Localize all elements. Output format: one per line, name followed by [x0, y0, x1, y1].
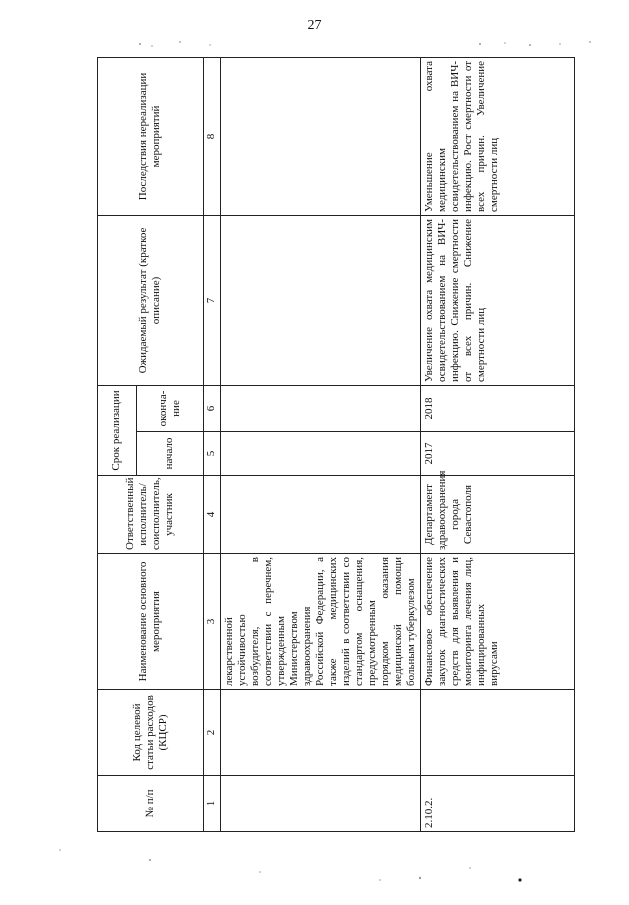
column-number: 3: [203, 554, 220, 690]
column-number-row: [203, 57, 220, 831]
header-num: № п/п: [98, 776, 204, 832]
header-consequence: Последствия нереализации мероприятий: [98, 57, 204, 215]
header-kcsr: Код целевой статьи расходов (КЦСР): [98, 690, 204, 776]
cell-end: [220, 385, 420, 431]
rotated-table-wrapper: [97, 58, 575, 832]
header-start: начало: [136, 432, 203, 476]
cell-result: [220, 215, 420, 385]
cell-result: Увеличение охвата медицинским освидетельствованием на ВИЧ-инфекцию. Снижение смертности от всех причин. Снижение смертности лиц: [420, 215, 574, 385]
measures-table: [97, 57, 575, 832]
cell-executor: Департамент здравоохранения города Севастополя: [420, 476, 574, 554]
header-result: Ожидаемый результат (краткое описание): [98, 215, 204, 385]
cell-num: [220, 776, 420, 832]
column-number: 6: [203, 385, 220, 431]
column-number: 1: [203, 776, 220, 832]
table-row: [220, 57, 420, 831]
column-number: 2: [203, 690, 220, 776]
cell-num: 2.10.2.: [420, 776, 574, 832]
cell-name: Финансовое обеспечение закупок диагностических средств для выявления и мониторинга лечения лиц, инфицированных вирусами: [420, 554, 574, 690]
cell-kcsr: [220, 690, 420, 776]
header-period: Срок реализации: [98, 385, 137, 475]
column-number: 5: [203, 432, 220, 476]
column-number: 4: [203, 476, 220, 554]
header-name: Наименование основного мероприятия: [98, 554, 204, 690]
header-executor: Ответственный исполнитель/ соисполнитель, участник: [98, 476, 204, 554]
cell-end: 2018: [420, 385, 574, 431]
cell-start: [220, 432, 420, 476]
header-row: [98, 57, 137, 831]
header-end: оконча-ние: [136, 385, 203, 431]
column-number: 8: [203, 57, 220, 215]
cell-consequence: [220, 57, 420, 215]
cell-executor: [220, 476, 420, 554]
cell-kcsr: [420, 690, 574, 776]
cell-consequence: Уменьшение охвата медицинским освидетельствованием на ВИЧ-инфекцию. Рост смертности от всех причин. Увеличение смертности лиц: [420, 57, 574, 215]
cell-start: 2017: [420, 432, 574, 476]
table-row: [420, 57, 574, 831]
page-number: 27: [307, 18, 322, 33]
cell-name: лекарственной устойчивостью возбудителя, в соответствии с перечнем, утвержденным Министерством здравоохранения Российской Федерации, а также медицинских изделий в соответствии со стандартом оснащения, предусмотренным порядком оказания медицинской помощи больным туберкулезом: [220, 554, 420, 690]
column-number: 7: [203, 215, 220, 385]
